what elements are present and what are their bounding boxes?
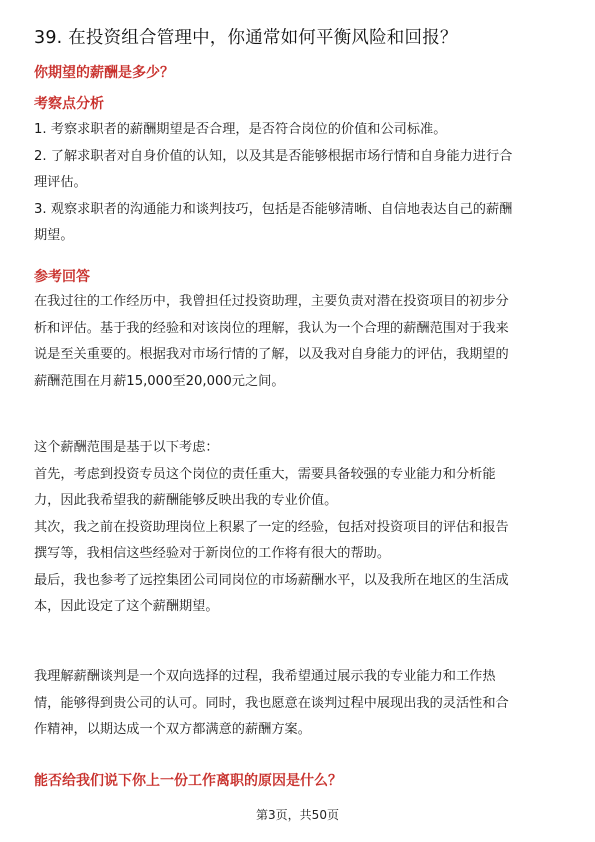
answer-line: 作精神，以期达成一个双方都满意的薪酬方案。 — [34, 722, 311, 737]
analysis-heading: 考察点分析 — [34, 96, 104, 112]
answer-line: 首先，考虑到投资专员这个岗位的责任重大，需要具备较强的专业能力和分析能 — [34, 466, 496, 482]
analysis-list — [34, 117, 564, 250]
answer-line: 在我过往的工作经历中，我曾担任过投资助理，主要负责对潜在投资项目的初步分 — [34, 294, 509, 309]
next-question-heading: 能否给我们说下你上一份工作离职的原因是什么？ — [34, 773, 342, 789]
answer-line: 其次，我之前在投资助理岗位上积累了一定的经验，包括对投资项目的评估和报告 — [34, 519, 509, 535]
answer-line: 情，能够得到贵公司的认可。同时，我也愿意在谈判过程中展现出我的灵活性和合 — [34, 695, 509, 711]
answer-line: 说是至关重要的。根据我对市场行情的了解，以及我对自身能力的评估，我期望的 — [34, 347, 509, 362]
page-number: 第3页，共50页 — [256, 808, 339, 822]
answer-paragraph-1 — [34, 289, 564, 395]
analysis-line: 3. 观察求职者的沟通能力和谈判技巧，包括是否能够清晰、自信地表达自己的薪酬 — [34, 201, 513, 217]
analysis-line: 2. 了解求职者对自身价值的认知，以及其是否能够根据市场行情和自身能力进行合 — [34, 148, 513, 164]
answer-paragraph-3 — [34, 664, 564, 744]
question-title: 39. 在投资组合管理中，你通常如何平衡风险和回报？ — [34, 28, 458, 48]
answer-paragraph-2 — [34, 435, 564, 621]
answer-line: 我理解薪酬谈判是一个双向选择的过程，我希望通过展示我的专业能力和工作热 — [34, 669, 496, 684]
answer-line: 这个薪酬范围是基于以下考虑： — [34, 440, 219, 455]
answer-line: 力，因此我希望我的薪酬能够反映出我的专业价值。 — [34, 493, 338, 508]
answer-line: 薪酬范围在月薪15,000至20,000元之间。 — [34, 373, 285, 389]
analysis-line: 理评估。 — [34, 175, 87, 190]
answer-line: 析和评估。基于我的经验和对该岗位的理解，我认为一个合理的薪酬范围对于我来 — [34, 320, 509, 336]
salary-question-heading: 你期望的薪酬是多少？ — [34, 65, 174, 81]
answer-line: 本，因此设定了这个薪酬期望。 — [34, 599, 219, 614]
answer-line: 撰写等，我相信这些经验对于新岗位的工作将有很大的帮助。 — [34, 546, 391, 561]
answer-line: 最后，我也参考了远控集团公司同岗位的市场薪酬水平，以及我所在地区的生活成 — [34, 572, 509, 588]
answer-heading: 参考回答 — [34, 269, 90, 285]
analysis-line: 期望。 — [34, 228, 74, 243]
analysis-line: 1. 考察求职者的薪酬期望是否合理，是否符合岗位的价值和公司标准。 — [34, 122, 447, 137]
